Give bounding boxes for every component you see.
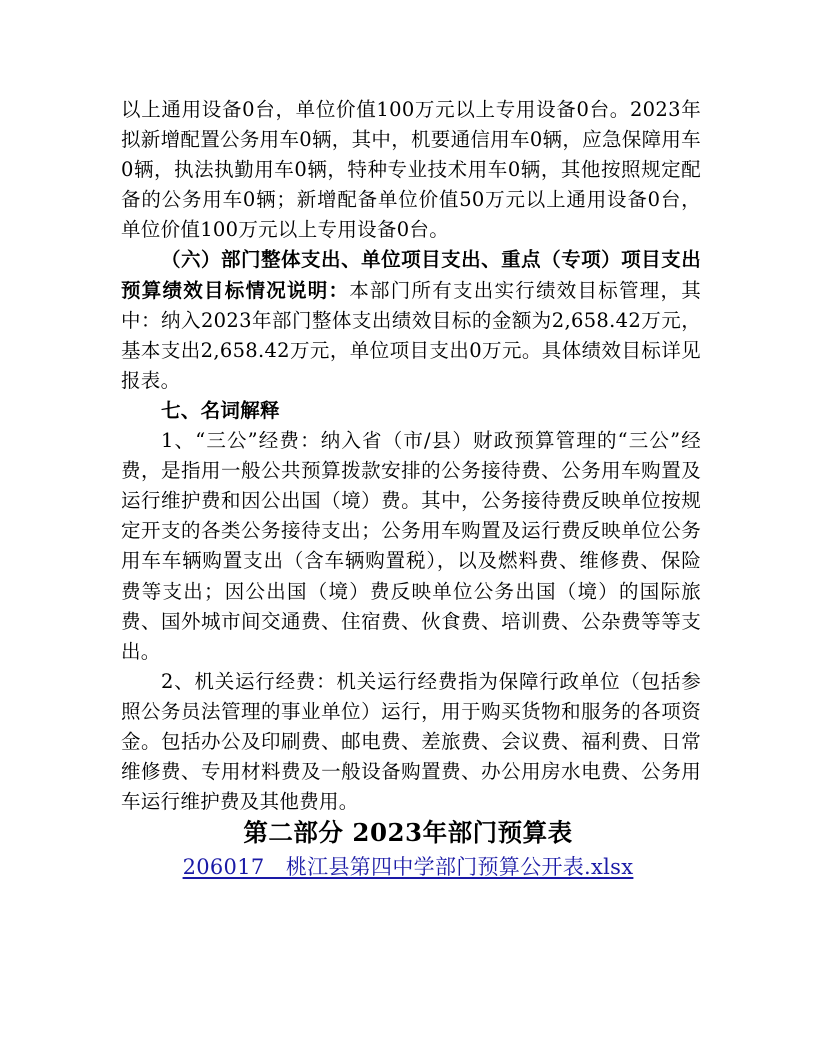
term-three-public-expenses: 1、“三公”经费：纳入省（市/县）财政预算管理的“三公”经费，是指用一般公共预算拨款安排的公务接待费、公务用车购置及运行维护费和因公出国（境）费。其中，公务接待费反映单位按规定开支的各类公务接待支出；公务用车购置及运行费反映单位公务用车车辆购置支出（含车辆购置税），以及燃料费、维修费、保险费等支出；因公出国（境）费反映单位公务出国（境）的国际旅费、国外城市间交通费、住宿费、伙食费、培训费、公杂费等等支出。 xyxy=(121,429,701,663)
performance-paragraph xyxy=(121,245,701,395)
performance-text: 本部门所有支出实行绩效目标管理，其中：纳入2023年部门整体支出绩效目标的金额为2,658.42万元，基本支出2,658.42万元，单位项目支出0万元。具体绩效目标详见报表。 xyxy=(121,278,701,392)
performance-heading: （六）部门整体支出、单位项目支出、重点（专项）项目支出预算绩效目标情况说明： xyxy=(121,248,701,302)
budget-spreadsheet-link[interactable]: 206017 桃江县第四中学部门预算公开表.xlsx xyxy=(182,855,634,879)
document-body xyxy=(121,95,701,817)
terms-heading: 七、名词解释 xyxy=(161,398,280,422)
term-operating-expenses: 2、机关运行经费：机关运行经费指为保障行政单位（包括参照公务员法管理的事业单位）运行，用于购买货物和服务的各项资金。包括办公及印刷费、邮电费、差旅费、会议费、福利费、日常维修费、专用材料费及一般设备购置费、办公用房水电费、公务用车运行维护费及其他费用。 xyxy=(121,669,701,814)
part-two-title: 第二部分 2023年部门预算表 xyxy=(243,818,573,847)
asset-allocation-paragraph: 以上通用设备0台，单位价值100万元以上专用设备0台。2023年拟新增配置公务用车0辆，其中，机要通信用车0辆，应急保障用车0辆，执法执勤用车0辆，特种专业技术用车0辆，其他按照规定配备的公务用车0辆；新增配备单位价值50万元以上通用设备0台，单位价值100万元以上专用设备0台。 xyxy=(121,98,701,242)
attachment-link-row xyxy=(0,852,816,882)
